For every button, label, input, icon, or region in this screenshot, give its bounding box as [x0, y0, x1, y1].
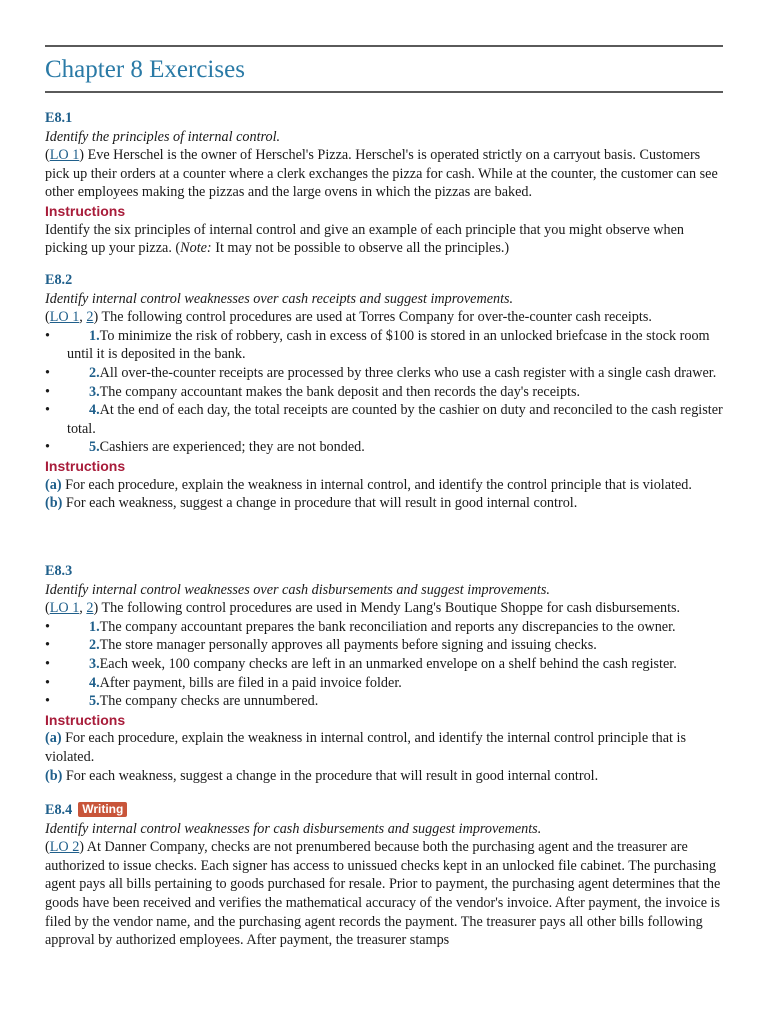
instructions-heading: Instructions: [45, 202, 126, 219]
instructions-heading: Instructions: [45, 711, 126, 728]
learning-objective: Identify the principles of internal control.: [45, 128, 281, 145]
exercise-id: E8.4: [45, 802, 73, 818]
exercise-e8-3: [45, 562, 725, 785]
exercise-e8-4: [45, 801, 725, 950]
exercise-e8-1: [45, 109, 725, 258]
learning-objective: Identify internal control weaknesses over cash disbursements and suggest improvements.: [45, 581, 550, 598]
list-item: • 3.The company accountant makes the bank deposit and then records the day's receipts.: [45, 383, 581, 400]
header-rule-bottom: [45, 91, 723, 93]
list-item: • 5.The company checks are unnumbered.: [45, 693, 319, 710]
exercise-id: E8.1: [45, 110, 73, 126]
page-title: Chapter 8 Exercises: [45, 56, 245, 83]
list-item: • 4.After payment, bills are filed in a paid invoice folder.: [45, 674, 402, 691]
list-item: • 2.The store manager personally approves all payments before signing and issuing checks.: [45, 637, 597, 654]
lo-link-2[interactable]: 2: [86, 309, 94, 326]
lo-link-1[interactable]: LO 1: [49, 309, 80, 326]
lo-link-1[interactable]: LO 1: [49, 600, 80, 617]
learning-objective: Identify internal control weaknesses over cash receipts and suggest improvements.: [45, 290, 514, 307]
exercise-body: (LO 2) At Danner Company, checks are not prenumbered because both the purchasing agent and the treasurer are authorized to issue checks. Each signer has access to unissued checks kept in an unlocked file cabinet. The purchasing agent pays all bills pertaining to goods purchased for resale. Prior to payment, the purchasing agent determines that the goods have been received and verifies the mathematical accuracy of the vendor's invoice. After payment, the invoice is filed by the vendor name, and the purchasing agent records the payment. The treasurer pays all other bills following approval by authorized employees. After payment, the treasurer stamps: [45, 839, 721, 949]
instructions-text: Identify the six principles of internal control and give an example of each principle that you might observe when picking up your pizza. (Note: It may not be possible to observe all the principles.): [45, 221, 685, 257]
part-a: (a) For each procedure, explain the weakness in internal control, and identify the control principle that is violated.: [45, 476, 692, 493]
exercise-body: (LO 1, 2) The following control procedures are used at Torres Company for over-the-counter cash receipts.: [45, 309, 652, 326]
procedure-list: [45, 618, 725, 711]
note-label: Note:: [180, 240, 212, 257]
exercise-header: [45, 801, 725, 820]
lo-link-1[interactable]: LO 1: [49, 147, 80, 164]
exercise-e8-2: [45, 271, 725, 513]
learning-objective: Identify internal control weaknesses for cash disbursements and suggest improvements.: [45, 820, 542, 837]
list-item: • 3.Each week, 100 company checks are left in an unmarked envelope on a shelf behind the cash register.: [45, 655, 677, 672]
part-b: (b) For each weakness, suggest a change in the procedure that will result in good internal control.: [45, 767, 599, 784]
exercise-id: E8.2: [45, 272, 73, 288]
part-a: (a) For each procedure, explain the weakness in internal control, and identify the internal control principle that is violated.: [45, 730, 686, 765]
procedure-list: [45, 327, 725, 457]
writing-badge: Writing: [78, 802, 127, 817]
list-item: • 5.Cashiers are experienced; they are not bonded.: [45, 439, 365, 456]
instructions-heading: Instructions: [45, 457, 126, 474]
header-rule-top: [45, 45, 723, 47]
exercise-body: (LO 1, 2) The following control procedures are used in Mendy Lang's Boutique Shoppe for cash disbursements.: [45, 600, 681, 617]
list-item: • 1.The company accountant prepares the bank reconciliation and reports any discrepancies to the owner.: [45, 618, 676, 635]
exercise-body: (LO 1) Eve Herschel is the owner of Herschel's Pizza. Herschel's is operated strictly on a carryout basis. Customers pick up their orders at a counter where a clerk exchanges the pizza for cash. While at the counter, the customer can see other employees making the pizzas and the large ovens in which the pizzas are baked.: [45, 147, 718, 201]
part-b: (b) For each weakness, suggest a change in procedure that will result in good internal control.: [45, 495, 578, 512]
list-item: • 4.At the end of each day, the total receipts are counted by the cashier on duty and reconciled to the cash register total.: [45, 402, 723, 437]
list-item: • 1.To minimize the risk of robbery, cash in excess of $100 is stored in an unlocked briefcase in the stock room until it is deposited in the bank.: [45, 327, 710, 363]
lo-link-2[interactable]: 2: [86, 600, 94, 617]
lo-link-2[interactable]: LO 2: [49, 839, 80, 856]
list-item: • 2.All over-the-counter receipts are processed by three clerks who use a cash register with a single cash drawer.: [45, 364, 717, 381]
exercise-id: E8.3: [45, 563, 73, 579]
